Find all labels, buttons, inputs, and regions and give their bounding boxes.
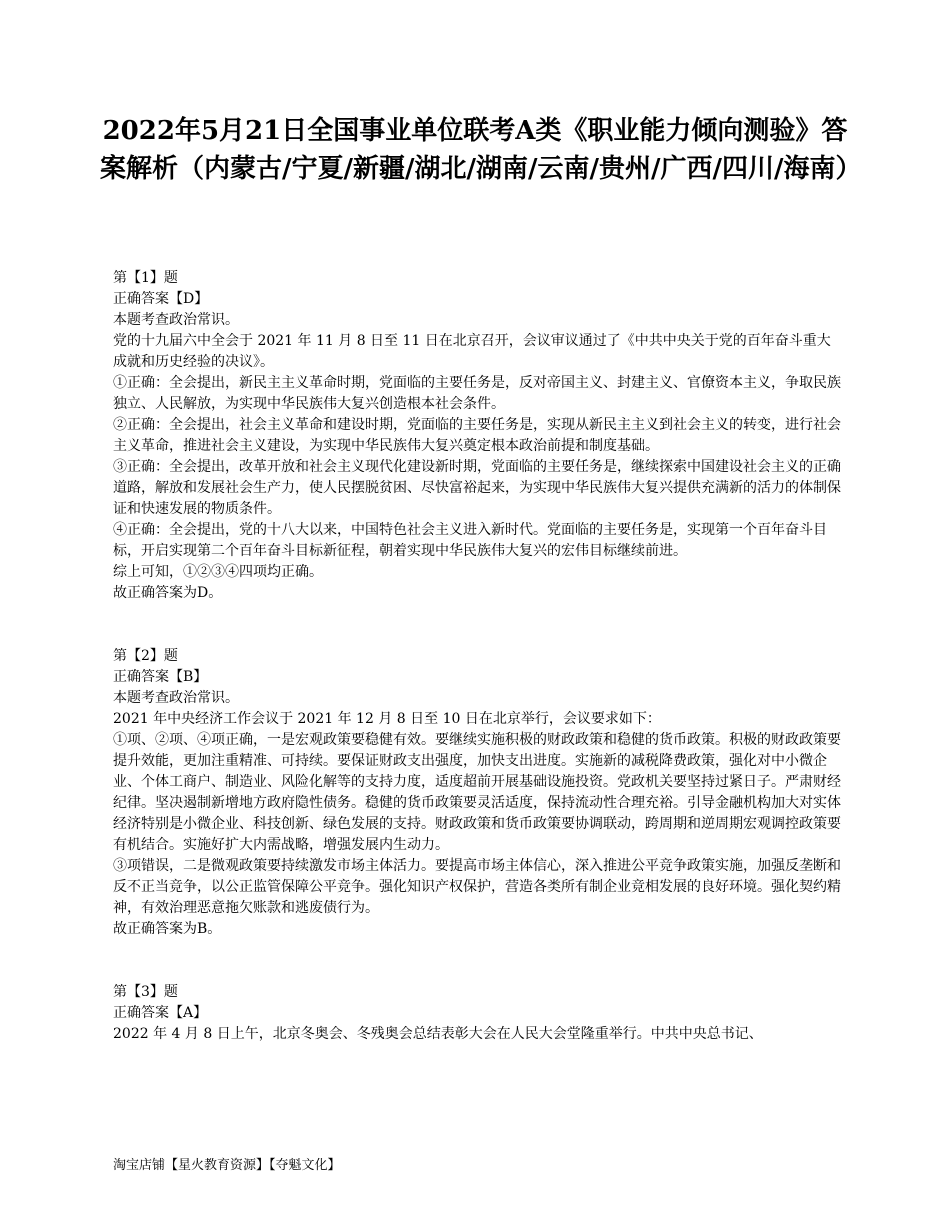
explanation-line: ②正确：全会提出，社会主义革命和建设时期，党面临的主要任务是，实现从新民主主义到社会主义的转变，进行社会主义革命，推进社会主义建设，为实现中华民族伟大复兴奠定根本政治前提和制度基础。 (113, 417, 841, 454)
explanation-line: 党的十九届六中全会于 2021 年 11 月 8 日至 11 日在北京召开，会议审议通过了《中共中央关于党的百年奋斗重大成就和历史经验的决议》。 (113, 333, 831, 370)
explanation-line: ③项错误，二是微观政策要持续激发市场主体活力。要提高市场主体信心，深入推进公平竞争政策实施，加强反垄断和反不正当竞争，以公正监管保障公平竞争。强化知识产权保护，营造各类所有制企业竞相发展的良好环境。强化契约精神，有效治理恶意拖欠账款和逃废债行为。 (113, 858, 841, 916)
explanation-line: 综上可知，①②③④四项均正确。 (113, 564, 323, 580)
explanation-line: ①项、②项、④项正确，一是宏观政策要稳健有效。要继续实施积极的财政政策和稳健的货币政策。积极的财政政策要提升效能，更加注重精准、可持续。要保证财政支出强度，加快支出进度。实施新的减税降费政策，强化对中小微企业、个体工商户、制造业、风险化解等的支持力度，适度超前开展基础设施投资。党政机关要坚持过紧日子。严肃财经纪律。坚决遏制新增地方政府隐性债务。稳健的货币政策要灵活适度，保持流动性合理充裕。引导金融机构加大对实体经济特别是小微企业、科技创新、绿色发展的支持。财政政策和货币政策要协调联动，跨周期和逆周期宏观调控政策要有机结合。实施好扩大内需战略，增强发展内生动力。 (113, 732, 841, 853)
explanation-line: 故正确答案为B。 (113, 921, 222, 937)
explanation-line: 2021 年中央经济工作会议于 2021 年 12 月 8 日至 10 日在北京举行，会议要求如下： (113, 711, 661, 727)
explanation-line: 2022 年 4 月 8 日上午，北京冬奥会、冬残奥会总结表彰大会在人民大会堂隆重举行。中共中央总书记、 (113, 1026, 763, 1042)
question-2 (113, 646, 843, 940)
correct-answer: 正确答案【B】 (113, 669, 208, 685)
question-1 (113, 268, 843, 604)
explanation-line: ①正确：全会提出，新民主主义革命时期，党面临的主要任务是，反对帝国主义、封建主义、官僚资本主义，争取民族独立、人民解放，为实现中华民族伟大复兴创造根本社会条件。 (113, 375, 841, 412)
correct-answer: 正确答案【D】 (113, 291, 209, 307)
page-footer: 淘宝店铺【星火教育资源】【夺魁文化】 (113, 1158, 341, 1173)
section-gap (113, 604, 843, 646)
document-body (113, 268, 843, 1045)
explanation-line: 本题考查政治常识。 (113, 690, 239, 706)
explanation-line: 本题考查政治常识。 (113, 312, 239, 328)
explanation-line: ③正确：全会提出，改革开放和社会主义现代化建设新时期，党面临的主要任务是，继续探索中国建设社会主义的正确道路，解放和发展社会生产力，使人民摆脱贫困、尽快富裕起来，为实现中华民族伟大复兴提供充满新的活力的体制保证和快速发展的物质条件。 (113, 459, 841, 517)
explanation-line: 故正确答案为D。 (113, 585, 223, 601)
document-title: 2022年5月21日全国事业单位联考A类《职业能力倾向测验》答案解析（内蒙古/宁夏/新疆/湖北/湖南/云南/贵州/广西/四川/海南） (100, 116, 862, 184)
correct-answer: 正确答案【A】 (113, 1005, 208, 1021)
question-number: 第【3】题 (113, 984, 178, 1000)
question-number: 第【2】题 (113, 648, 178, 664)
section-gap (113, 940, 843, 982)
question-3 (113, 982, 843, 1045)
explanation-line: ④正确：全会提出，党的十八大以来，中国特色社会主义进入新时代。党面临的主要任务是，实现第一个百年奋斗目标，开启实现第二个百年奋斗目标新征程，朝着实现中华民族伟大复兴的宏伟目标继续前进。 (113, 522, 827, 559)
question-number: 第【1】题 (113, 270, 178, 286)
